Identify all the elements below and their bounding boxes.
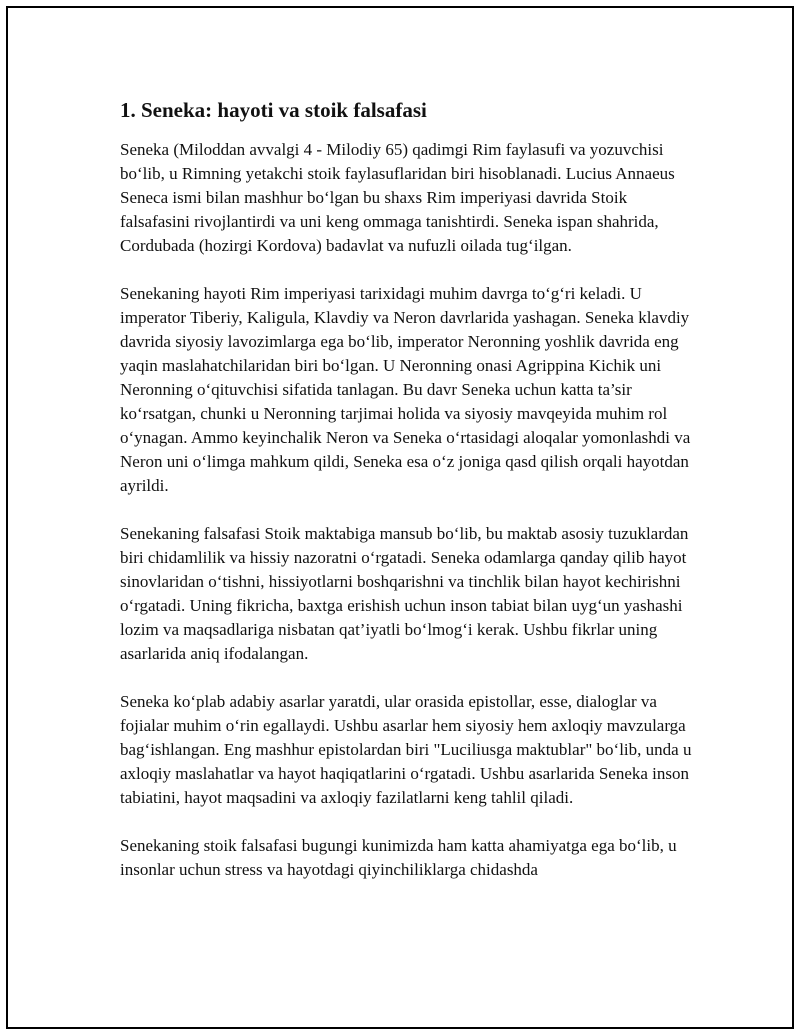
- document-body: [120, 96, 700, 906]
- page-frame: [6, 6, 794, 1029]
- section-heading: 1. Seneka: hayoti va stoik falsafasi: [120, 98, 427, 122]
- paragraph-4: Seneka ko‘plab adabiy asarlar yaratdi, ular orasida epistollar, esse, dialoglar va fojialar muhim o‘rin egallaydi. Ushbu asarlar hem siyosiy hem axloqiy mavzularga bag‘ishlangan. Eng mashhur epistolardan biri "Luciliusga maktublar" bo‘lib, unda u axloqiy maslahatlar va hayot haqiqatlarini o‘rgatadi. Ushbu asarlarida Seneka inson tabiatini, hayot maqsadini va axloqiy fazilatlarni keng tahlil qiladi.: [120, 692, 692, 807]
- paragraph-2: Senekaning hayoti Rim imperiyasi tarixidagi muhim davrga to‘g‘ri keladi. U imperator Tiberiy, Kaligula, Klavdiy va Neron davrlarida yashagan. Seneka klavdiy davrida siyosiy lavozimlarga ega bo‘lib, imperator Neronning yoshlik davrida eng yaqin maslahatchilaridan biri bo‘lgan. U Neronning onasi Agrippina Kichik uni Neronning o‘qituvchisi sifatida tanlagan. Bu davr Seneka uchun katta ta’sir ko‘rsatgan, chunki u Neronning tarjimai holida va siyosiy mavqeyida muhim rol o‘ynagan. Ammo keyinchalik Neron va Seneka o‘rtasidagi aloqalar yomonlashdi va Neron uni o‘limga mahkum qildi, Seneka esa o‘z joniga qasd qilish orqali hayotdan ayrildi.: [120, 284, 691, 495]
- paragraph-3: Senekaning falsafasi Stoik maktabiga mansub bo‘lib, bu maktab asosiy tuzuklardan biri chidamlilik va hissiy nazoratni o‘rgatadi. Seneka odamlarga qanday qilib hayot sinovlaridan o‘tishni, hissiyotlarni boshqarishni va tinchlik bilan hayot kechirishni o‘rgatadi. Uning fikricha, baxtga erishish uchun inson tabiat bilan uyg‘un yashashi lozim va maqsadlariga nisbatan qat’iyatli bo‘lmog‘i kerak. Ushbu fikrlar uning asarlarida aniq ifodalangan.: [120, 524, 689, 663]
- paragraph-5: Senekaning stoik falsafasi bugungi kunimizda ham katta ahamiyatga ega bo‘lib, u insonlar uchun stress va hayotdagi qiyinchiliklarga chidashda: [120, 836, 677, 879]
- paragraph-1: Seneka (Miloddan avvalgi 4 - Milodiy 65) qadimgi Rim faylasufi va yozuvchisi bo‘lib, u Rimning yetakchi stoik faylasuflaridan biri hisoblanadi. Lucius Annaeus Seneca ismi bilan mashhur bo‘lgan bu shaxs Rim imperiyasi davrida Stoik falsafasini rivojlantirdi va uni keng ommaga tanishtirdi. Seneka ispan shahrida, Cordubada (hozirgi Kordova) badavlat va nufuzli oilada tug‘ilgan.: [120, 140, 675, 255]
